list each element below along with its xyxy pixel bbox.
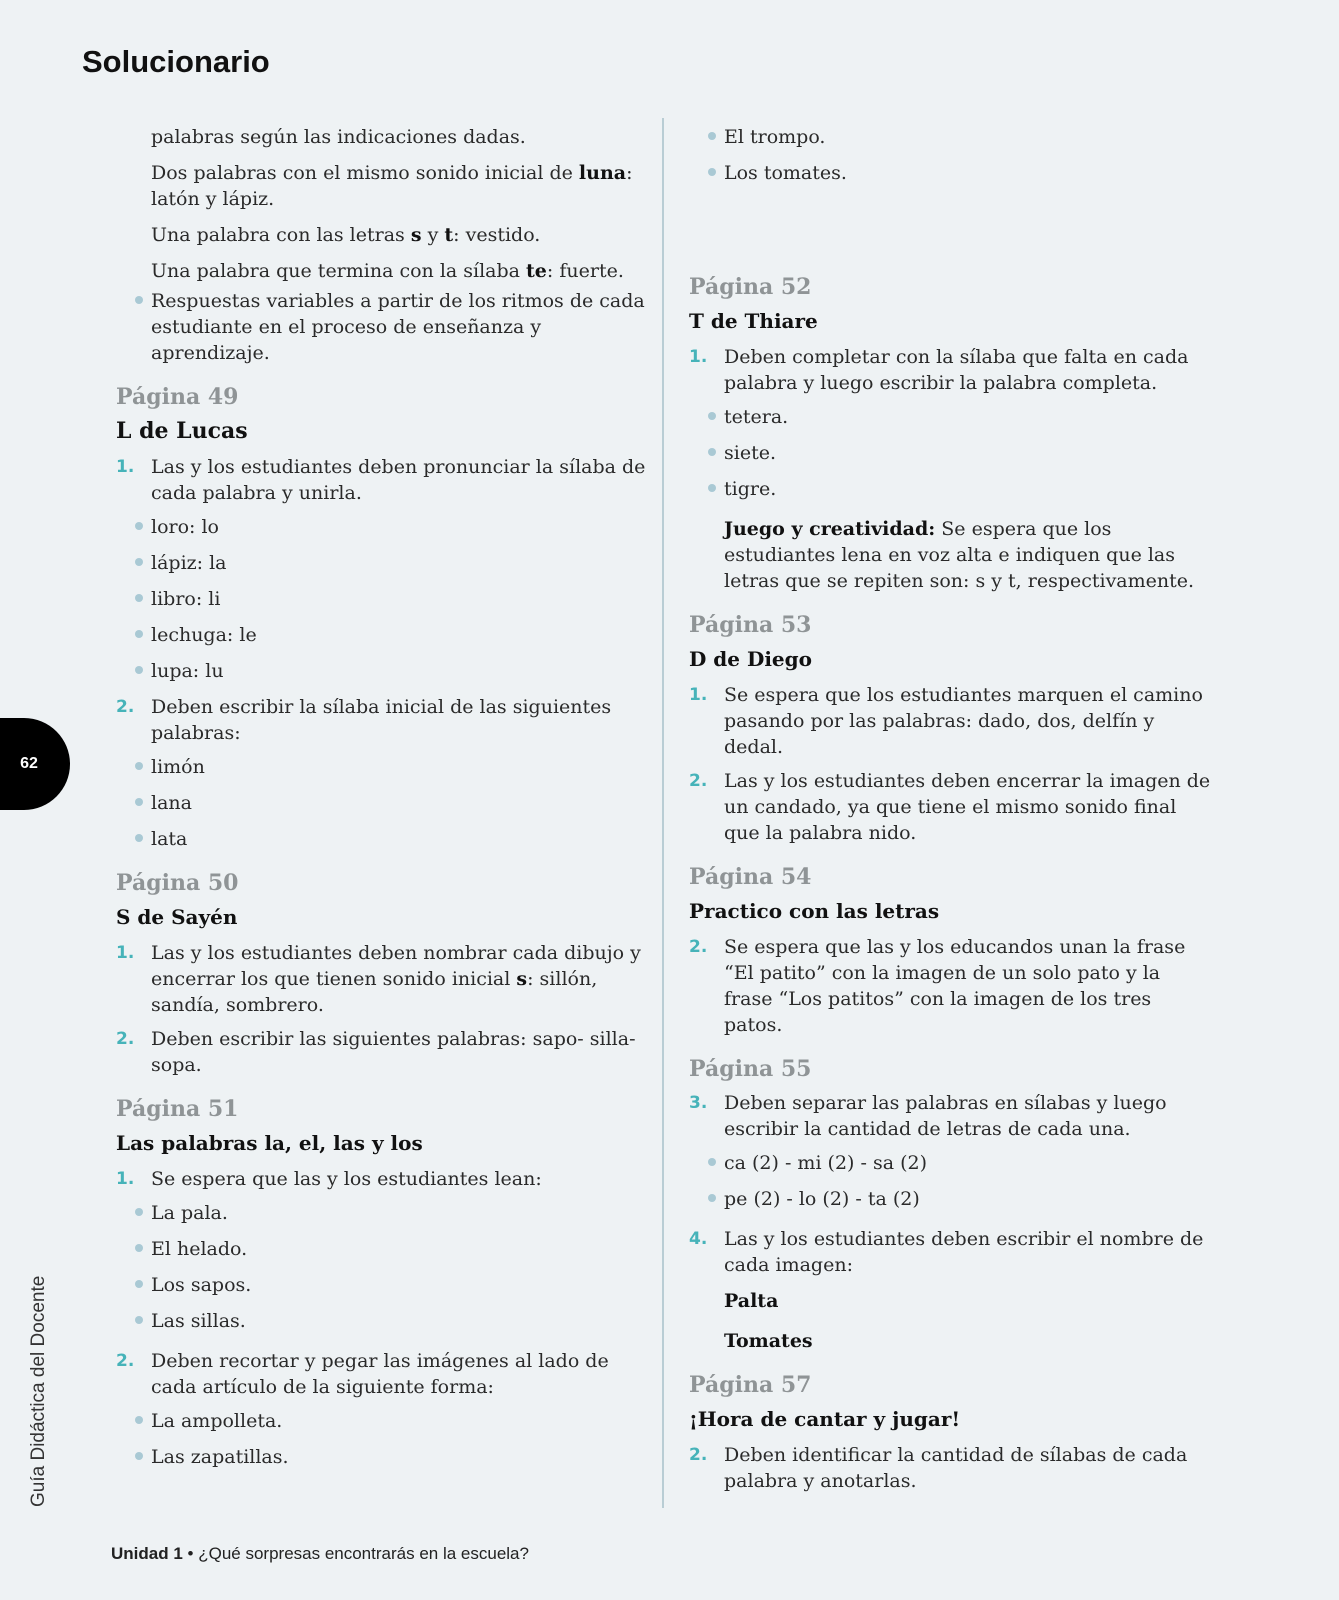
section-title: Las palabras la, el, las y los xyxy=(116,1131,423,1155)
page-heading: Página 51 xyxy=(116,1096,239,1122)
list-item: siete. xyxy=(689,440,1214,466)
footer-unit: Unidad 1 xyxy=(111,1544,183,1563)
numbered-item: 1. Las y los estudiantes deben pronunciar la sílaba de cada palabra y unirla. xyxy=(116,456,646,504)
page-number: 62 xyxy=(20,755,38,772)
page-heading: Página 49 xyxy=(116,384,239,410)
page-number-tab xyxy=(0,718,70,810)
left-column xyxy=(116,124,646,1480)
game-note: Juego y creatividad: Se espera que los estudiantes lena en voz alta e indiquen que las letras que se repiten son: s y t, respectivamente. xyxy=(724,518,1195,592)
footer-separator: • xyxy=(187,1544,194,1563)
page-heading: Página 57 xyxy=(689,1372,812,1398)
list-item: El helado. xyxy=(116,1236,646,1262)
intro-line: Una palabra con las letras s y t: vestido. xyxy=(151,224,541,246)
list-item: La pala. xyxy=(116,1200,646,1226)
numbered-item: 2. Las y los estudiantes deben encerrar la imagen de un candado, ya que tiene el mismo sonido final que la palabra nido. xyxy=(689,770,1211,844)
page-title: Solucionario xyxy=(82,44,270,79)
numbered-item: 2. Deben escribir las siguientes palabras: sapo- silla- sopa. xyxy=(116,1028,636,1076)
page-heading: Página 52 xyxy=(689,274,812,300)
list-item: tigre. xyxy=(689,476,1214,502)
list-item: lupa: lu xyxy=(116,658,646,684)
section-title: S de Sayén xyxy=(116,905,238,929)
list-item: Los tomates. xyxy=(689,160,1214,186)
list-item: lana xyxy=(116,790,646,816)
numbered-item: 1. Se espera que las y los estudiantes lean: xyxy=(116,1168,542,1190)
section-title: L de Lucas xyxy=(116,418,248,444)
numbered-item: 2. Se espera que las y los educandos unan la frase “El patito” con la imagen de un solo pato y la frase “Los patitos” con la imagen de los tres patos. xyxy=(689,936,1186,1036)
list-item: La ampolleta. xyxy=(116,1408,646,1434)
section-title: ¡Hora de cantar y jugar! xyxy=(689,1407,961,1431)
list-item: lata xyxy=(116,826,646,852)
list-item: lechuga: le xyxy=(116,622,646,648)
numbered-item: 1. Las y los estudiantes deben nombrar cada dibujo y encerrar los que tienen sonido inicial s: sillón, sandía, sombrero. xyxy=(116,942,641,1016)
section-title: Practico con las letras xyxy=(689,899,940,923)
page-heading: Página 54 xyxy=(689,864,812,890)
footer-text: ¿Qué sorpresas encontrarás en la escuela? xyxy=(198,1544,529,1563)
numbered-item: 3. Deben separar las palabras en sílabas y luego escribir la cantidad de letras de cada una. xyxy=(689,1092,1167,1140)
list-item: limón xyxy=(116,754,646,780)
list-item: Respuestas variables a partir de los ritmos de cada estudiante en el proceso de enseñanza y aprendizaje. xyxy=(116,288,646,366)
numbered-item: 2. Deben recortar y pegar las imágenes al lado de cada artículo de la siguiente forma: xyxy=(116,1350,609,1398)
page-heading: Página 55 xyxy=(689,1056,812,1082)
right-column xyxy=(689,124,1214,1502)
list-item: El trompo. xyxy=(689,124,1214,150)
numbered-item: 1. Se espera que los estudiantes marquen el camino pasando por las palabras: dado, dos, delfín y dedal. xyxy=(689,684,1203,758)
numbered-item: 4. Las y los estudiantes deben escribir el nombre de cada imagen: xyxy=(689,1228,1204,1276)
page-heading: Página 53 xyxy=(689,612,812,638)
list-item: Las sillas. xyxy=(116,1308,646,1334)
footer xyxy=(111,1544,529,1564)
side-label: Guía Didáctica del Docente xyxy=(28,1275,49,1507)
answer-word: Tomates xyxy=(724,1330,813,1352)
list-item: loro: lo xyxy=(116,514,646,540)
list-item: tetera. xyxy=(689,404,1214,430)
numbered-item: 1. Deben completar con la sílaba que falta en cada palabra y luego escribir la palabra completa. xyxy=(689,346,1189,394)
intro-line: Una palabra que termina con la sílaba te: fuerte. xyxy=(151,260,624,282)
list-item: Las zapatillas. xyxy=(116,1444,646,1470)
answer-word: Palta xyxy=(724,1290,779,1312)
numbered-item: 2. Deben escribir la sílaba inicial de las siguientes palabras: xyxy=(116,696,612,744)
intro-line: palabras según las indicaciones dadas. xyxy=(151,126,526,148)
list-item: pe (2) - lo (2) - ta (2) xyxy=(689,1186,1214,1212)
numbered-item: 2. Deben identificar la cantidad de sílabas de cada palabra y anotarlas. xyxy=(689,1444,1188,1492)
list-item: ca (2) - mi (2) - sa (2) xyxy=(689,1150,1214,1176)
section-title: T de Thiare xyxy=(689,309,818,333)
section-title: D de Diego xyxy=(689,647,812,671)
list-item: lápiz: la xyxy=(116,550,646,576)
list-item: Los sapos. xyxy=(116,1272,646,1298)
column-divider xyxy=(662,118,664,1508)
intro-line: Dos palabras con el mismo sonido inicial de luna: latón y lápiz. xyxy=(151,162,633,210)
list-item: libro: li xyxy=(116,586,646,612)
page-heading: Página 50 xyxy=(116,870,239,896)
